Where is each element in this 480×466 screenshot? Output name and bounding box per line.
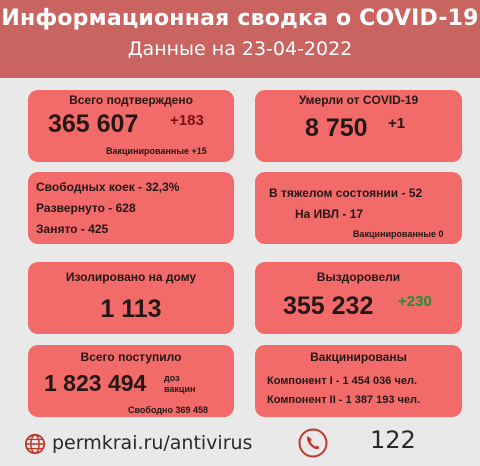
severe-card bbox=[255, 172, 462, 244]
isolated-label: Изолировано на дому bbox=[65, 270, 197, 284]
vaccinated-component2: Компонент II - 1 387 193 чел. bbox=[267, 394, 421, 406]
beds-free: Свободных коек - 32,3% bbox=[36, 180, 180, 194]
header bbox=[0, 0, 480, 78]
received-value: 1 823 494 bbox=[44, 370, 147, 396]
received-unit-line2: вакцин bbox=[164, 384, 196, 394]
beds-deployed: Развернуто - 628 bbox=[36, 201, 136, 215]
died-value: 8 750 bbox=[305, 114, 368, 142]
recovered-value: 355 232 bbox=[283, 292, 374, 320]
beds-occupied: Занято - 425 bbox=[36, 222, 109, 236]
died-delta: +1 bbox=[388, 115, 406, 132]
died-card bbox=[255, 90, 462, 162]
recovered-card bbox=[255, 262, 462, 334]
confirmed-value: 365 607 bbox=[48, 110, 139, 138]
phone-icon bbox=[298, 428, 328, 458]
recovered-label: Выздоровели bbox=[316, 270, 401, 284]
severe-ventilator: На ИВЛ - 17 bbox=[295, 207, 364, 221]
confirmed-card bbox=[28, 90, 234, 162]
received-label: Всего поступило bbox=[80, 350, 182, 364]
vaccinated-component1: Компонент I - 1 454 036 чел. bbox=[267, 375, 418, 387]
confirmed-vaccinated: Вакцинированные +15 bbox=[106, 146, 207, 156]
site-link[interactable]: permkrai.ru/antivirus bbox=[52, 432, 253, 454]
received-free: Свободно 369 458 bbox=[128, 405, 209, 415]
received-card bbox=[28, 345, 234, 417]
confirmed-delta: +183 bbox=[170, 112, 204, 129]
vaccinated-card bbox=[255, 345, 462, 417]
isolated-card bbox=[28, 262, 234, 334]
page-subtitle: Данные на 23-04-2022 bbox=[127, 38, 353, 60]
severe-vaccinated: Вакцинированные 0 bbox=[353, 229, 444, 239]
hotline-number[interactable]: 122 bbox=[370, 426, 416, 454]
died-label: Умерли от COVID-19 bbox=[298, 93, 419, 107]
vaccinated-label: Вакцинированы bbox=[310, 350, 407, 364]
severe-heavy: В тяжелом состоянии - 52 bbox=[269, 186, 423, 200]
confirmed-label: Всего подтверждено bbox=[69, 93, 193, 107]
isolated-value: 1 113 bbox=[100, 295, 162, 323]
beds-card bbox=[28, 172, 234, 244]
page-title: Информационная сводка о COVID-19 bbox=[1, 6, 479, 31]
recovered-delta: +230 bbox=[398, 293, 432, 310]
globe-icon bbox=[24, 433, 46, 455]
received-unit-line1: доз bbox=[164, 373, 180, 383]
